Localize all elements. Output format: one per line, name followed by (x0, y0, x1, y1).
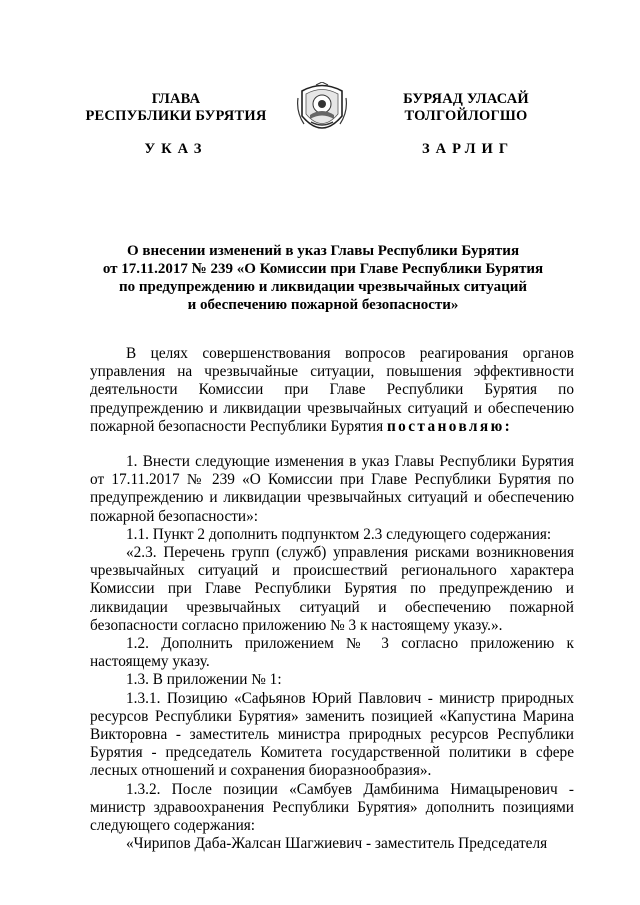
header-left-line2: РЕСПУБЛИКИ БУРЯТИЯ (85, 108, 267, 124)
title-line: по предупреждению и ликвидации чрезвычайных ситуаций (119, 279, 527, 295)
clause-paragraph: 1.1. Пункт 2 дополнить подпунктом 2.3 следующего содержания: (126, 525, 552, 543)
title-line: и обеспечению пожарной безопасности» (187, 297, 459, 313)
decree-label-bua: ЗАРЛИГ (421, 141, 515, 157)
clause-paragraph: 1.3. В приложении № 1: (126, 671, 282, 689)
clause-paragraph: 1.3.1. Позицию «Сафьянов Юрий Павлович - министр природных ресурсов Республики Бурятия» заменить позицией «Капустина Марина Викторовна - заместитель министра природных ресурсов Республики Бурятия - председатель Комитета государственной политики в сфере лесных отношений и сохранения биоразнообразия». (90, 689, 574, 780)
preamble-paragraph (90, 345, 574, 436)
header-right (388, 91, 544, 125)
clause-paragraph: «2.3. Перечень групп (служб) управления рисками возникновения чрезвычайных ситуаций и происшествий регионального характера Комиссии при Главе Республики Бурятия по предупреждению и ликвидации чрезвычайных ситуаций и обеспечению пожарной безопасности согласно приложению № 3 к настоящему указу.». (90, 544, 574, 634)
resolve-word: постановляю: (386, 417, 513, 435)
document-title (64, 242, 582, 314)
title-line: О внесении изменений в указ Главы Республики Бурятия (126, 243, 520, 259)
preamble-text: В целях совершенствования вопросов реагирования органов управления на чрезвычайные ситуации, повышения эффективности деятельности Комиссии при Главе Республики Бурятия по предупреждению и ликвидации чрезвычайных ситуаций и обеспечению пожарной безопасности Республики Бурятия (90, 345, 574, 435)
header-left-line1: ГЛАВА (151, 91, 201, 107)
clause-paragraph: 1. Внести следующие изменения в указ Главы Республики Бурятия от 17.11.2017 № 239 «О Комиссии при Главе Республики Бурятия по предупреждению и ликвидации чрезвычайных ситуаций и обеспечению пожарной безопасности»: (90, 453, 574, 525)
coat-of-arms-emblem-icon (296, 82, 348, 138)
title-line: от 17.11.2017 № 239 «О Комиссии при Главе Республики Бурятия (102, 261, 544, 277)
header-right-line1: БУРЯАД УЛАСАЙ (403, 91, 529, 107)
header-left (78, 91, 274, 125)
clause-paragraph: 1.3.2. После позиции «Самбуев Дамбинима Нимацыренович - министр здравоохранения Республики Бурятия» дополнить позициями следующего содержания: (90, 780, 574, 835)
clause-paragraph: 1.2. Дополнить приложением № 3 согласно приложению к настоящему указу. (90, 635, 574, 671)
decree-label-ru: УКАЗ (144, 141, 208, 157)
header-right-line2: ТОЛГОЙЛОГШО (404, 108, 528, 124)
document-body (90, 345, 574, 853)
clause-paragraph: «Чирипов Даба-Жалсан Шагжиевич - заместитель Председателя (126, 835, 548, 853)
